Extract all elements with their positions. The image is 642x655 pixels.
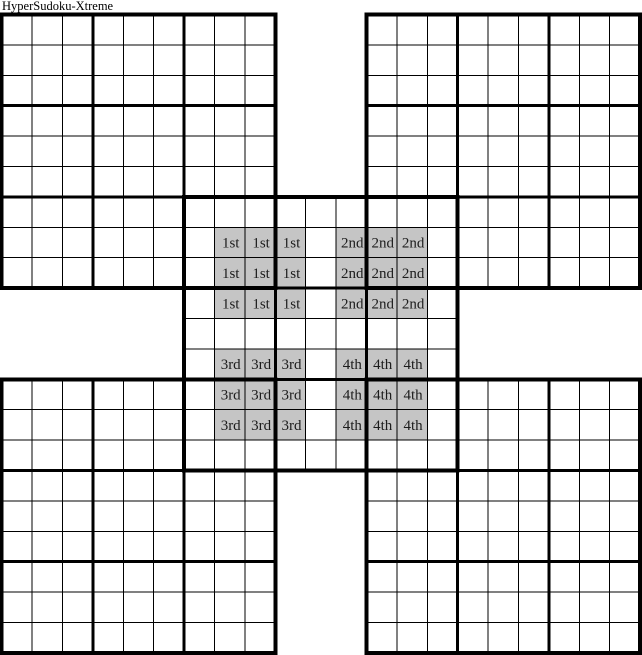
hyper-window-4-label: 4th <box>403 387 423 404</box>
hyper-window-1-label: 1st <box>282 235 301 252</box>
puzzle-title: HyperSudoku-Xtreme <box>2 0 114 13</box>
hyper-window-2-label: 2nd <box>401 265 425 282</box>
hyper-window-4-label: 4th <box>373 387 393 404</box>
hyper-window-3-label: 3rd <box>251 417 272 434</box>
hyper-window-2-label: 2nd <box>341 265 364 282</box>
hyper-window-4-label: 4th <box>403 357 423 374</box>
hyper-window-3-label: 3rd <box>281 357 302 374</box>
hyper-window-1-label: 1st <box>252 235 270 252</box>
hyper-window-3-label: 3rd <box>220 417 241 434</box>
hyper-window-3-label: 3rd <box>220 357 241 374</box>
hyper-window-4-label: 4th <box>342 417 362 434</box>
hyper-window-2-label: 2nd <box>371 296 394 313</box>
hyper-window-3-label: 3rd <box>251 357 272 374</box>
hyper-window-3-label: 3rd <box>251 387 272 404</box>
hyper-window-1-label: 1st <box>282 296 301 313</box>
hyper-window-4-label: 4th <box>373 417 393 434</box>
hyper-window-1-label: 1st <box>221 296 240 313</box>
hyper-window-1-label: 1st <box>221 265 240 282</box>
hyper-window-3-label: 3rd <box>220 387 241 404</box>
hyper-window-1-label: 1st <box>252 296 270 313</box>
hyper-window-1-label: 1st <box>282 265 301 282</box>
hyper-window-3-label: 3rd <box>281 387 302 404</box>
hyper-window-2-label: 2nd <box>401 235 425 252</box>
hyper-window-2-label: 2nd <box>371 265 394 282</box>
hyper-window-4-label: 4th <box>342 357 362 374</box>
hyper-window-2-label: 2nd <box>401 296 425 313</box>
hyper-window-1-label: 1st <box>252 265 270 282</box>
hyper-window-4-label: 4th <box>373 357 393 374</box>
hyper-window-2-label: 2nd <box>341 235 364 252</box>
hyper-window-1-label: 1st <box>221 235 240 252</box>
hyper-window-3-label: 3rd <box>281 417 302 434</box>
hyper-window-2-label: 2nd <box>341 296 364 313</box>
hyper-window-4-label: 4th <box>403 417 423 434</box>
hyper-window-4-label: 4th <box>342 387 362 404</box>
hyper-window-2-label: 2nd <box>371 235 394 252</box>
